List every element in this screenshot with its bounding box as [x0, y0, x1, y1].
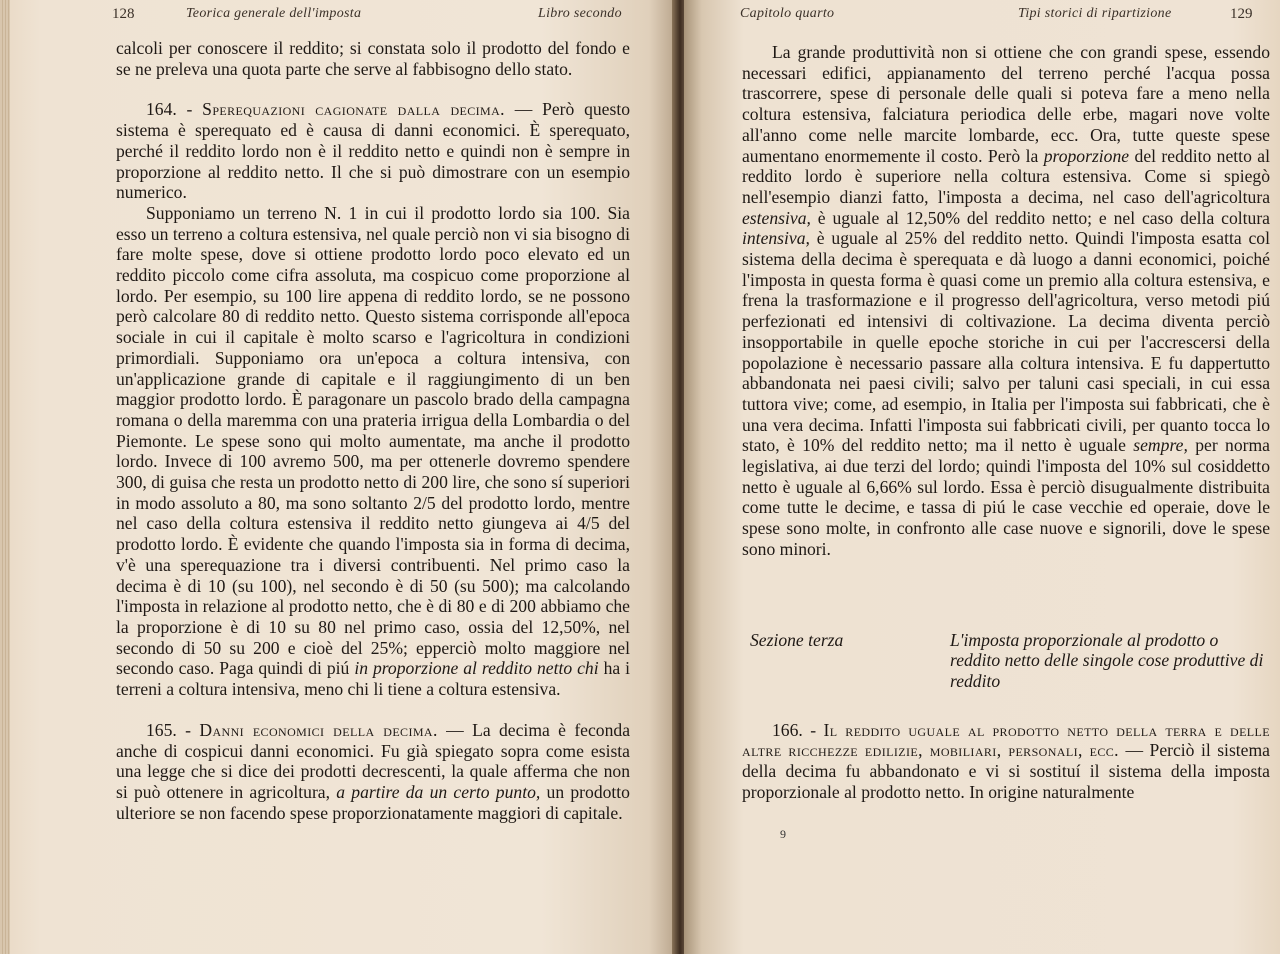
right-p1-d: è uguale al 25% del reddito netto. Quindi l'imposta esatta col sistema della decima è sperequata e dà luogo a danni economici, poiché l'imposta in questa forma è quasi come un premio alla coltura estensiva, e frena la trasformazione e il progresso dell'agricoltura, verso metodi piú perfezionati ed intensivi di coltivazione. La decima diventa perciò insopportabile in quelle epoche storiche in cui per l'accrescersi della popolazione è necessario passare alla coltura intensiva. E fu dappertutto abbandonata nei paesi civili; salvo per taluni casi speciali, in cui essa tuttora vive; come, ad esempio, in Italia per l'imposta sui fabbricati, che è una vera decima. Infatti l'imposta sui fabbricati civili, per quanto tocca lo stato, è 10% del reddito netto; ma il netto è uguale [742, 228, 1270, 456]
right-body [742, 42, 1270, 842]
section-165 [116, 720, 630, 824]
footer-area [742, 802, 1270, 842]
section-164 [116, 99, 630, 203]
left-running-book: Libro secondo [538, 6, 622, 21]
right-p1-e: per norma legislativa, ai due terzi del lordo; quindi l'imposta del 10% sul cosiddetto netto è uguale al 6,66% sul lordo. Essa è perciò disugualmente distribuita come tutte le decime, e tassa di piú le case vecchie ed operaie, dove le spese sono molte, in confronto alle case nuove e signorili, dove le spese sono minori. [742, 435, 1270, 559]
section-166-body: — Perciò il sistema della decima fu abbandonato e vi si sostituí il sistema della imposta proporzionale al prodotto netto. In origine naturalmente [742, 740, 1270, 802]
page-edges [0, 0, 10, 954]
right-p1-italic-3: intensiva, [742, 228, 810, 249]
right-running-chapter: Capitolo quarto [740, 6, 835, 21]
section-label: Sezione terza [750, 629, 844, 650]
right-p1-italic-4: sempre, [1133, 435, 1188, 456]
section-165-text-b: un prodotto ulteriore se non facendo spese proporzionatamente maggiori di capitale. [116, 781, 630, 823]
left-paragraph-2-end: ha i terreni a coltura intensiva, meno chi li tiene a coltura estensiva. [116, 658, 630, 700]
right-page [684, 0, 1280, 954]
right-p1-italic-2: estensiva, [742, 207, 811, 228]
section-164-title: Sperequazioni cagionate dalla decima. [202, 99, 505, 120]
section-title: L'imposta proporzionale al prodotto o reddito netto delle singole cose produttive di reddito [950, 629, 1264, 691]
right-page-number: 129 [1230, 6, 1253, 22]
right-p1-a: La grande produttività non si ottiene che con grandi spese, essendo necessari edifici, appianamento del terreno perché l'acqua possa trascorrere, spese di personale delle quali si poteva fare a meno nella coltura estensiva, falciatura periodica delle erbe, magari nove volte all'anno come nelle marcite lombarde, ecc. Ora, tutte queste spese aumentano enormemente il costo. Però la [742, 42, 1270, 166]
left-paragraph-2-text: Supponiamo un terreno N. 1 in cui il prodotto lordo sia 100. Sia esso un terreno a coltura estensiva, nel quale perciò non vi sia bisogno di fare molte spese, dove si ottiene prodotto lordo poco elevato ed un reddito piccolo come cifra assoluta, ma cospicuo come proporzione al lordo. Per esempio, su 100 lire appena di reddito lordo, se ne possono però calcolare 80 di reddito netto. Questo sistema corrisponde all'epoca sociale in cui il capitale è molto scarso e l'agricoltura in condizioni primordiali. Supponiamo ora un'epoca a coltura intensiva, con un'applicazione grande di capitale e il raggiungimento di un ben maggior prodotto lordo. È paragonare un pascolo brado della campagna romana o della maremma con una prateria irrigua della Lombardia o del Piemonte. Le spese sono qui molto aumentate, ma anche il prodotto lordo. Invece di 100 avremo 500, ma per ottenerle dovremo spendere 300, di guisa che resta un prodotto netto di 200 lire, che sono sí superiori in modo assoluto a 80, ma sono soltanto 2/5 del prodotto lordo, mentre nel caso della coltura estensiva il reddito netto giungeva ai 4/5 del prodotto lordo. È evidente che quando l'imposta sia in forma di decima, v'è una sperequazione tra i diversi contribuenti. Nel primo caso la decima è di 10 (su 100), nel secondo è di 50 (su 500); ma calcolando l'imposta in relazione al prodotto netto, che è di 80 e di 200 abbiamo che la proporzione è di 10 su 80 nel primo caso, ossia del 12,50%, nel secondo di 50 su 200 e cioè del 25%; epperciò molto maggiore nel secondo caso. Paga quindi di piú [116, 202, 630, 679]
left-paragraph-2 [116, 203, 630, 700]
right-running-head [684, 6, 1280, 26]
section-166-number: 166. - [772, 719, 817, 740]
section-164-number: 164. - [146, 99, 193, 120]
left-running-title: Teorica generale dell'imposta [186, 6, 362, 21]
footer-mark: 9 [780, 827, 786, 842]
section-165-title: Danni economici della decima. [199, 719, 438, 740]
section-165-text-a: — La decima è feconda anche di cospicui danni economici. Fu già spiegato sopra come esista una legge che si dice dei prodotti decrescenti, la quale afferma che non si può ottenere in agricoltura, [116, 719, 631, 802]
section-165-italic: a partire da un certo punto, [336, 781, 541, 802]
left-page-number: 128 [112, 6, 135, 22]
right-p1-b: del reddito netto al reddito lordo è superiore nella coltura estensiva. Come si spiegò nell'esempio dianzi fatto, l'imposta a decima, nel caso dell'agricoltura [742, 145, 1270, 207]
right-running-title: Tipi storici di ripartizione [1018, 6, 1172, 21]
section-heading [742, 630, 1270, 690]
right-p1-c: è uguale al 12,50% del reddito netto; e nel caso della coltura [817, 207, 1270, 228]
section-164-body: — Però questo sistema è sperequato ed è causa di danni economici. È sperequato, perché il reddito lordo non è il reddito netto e quindi non è sempre in proporzione al reddito netto. Il che si può dimostrare con un esempio numerico. [116, 99, 630, 203]
section-165-number: 165. - [146, 719, 192, 740]
right-p1-italic-1: proporzione [1043, 145, 1130, 166]
left-running-head [0, 6, 676, 26]
left-body [116, 38, 630, 823]
left-paragraph-2-italic: in proporzione al reddito netto chi [354, 658, 599, 679]
left-paragraph-1: calcoli per conoscere il reddito; si constata solo il prodotto del fondo e se ne preleva una quota parte che serve al fabbisogno dello stato. [116, 38, 630, 79]
section-166-title: Il reddito uguale al prodotto netto della terra e delle altre ricchezze edilizie, mobiliari, personali, ecc. [742, 719, 1270, 761]
right-paragraph-1 [742, 42, 1270, 560]
section-166 [742, 720, 1270, 803]
